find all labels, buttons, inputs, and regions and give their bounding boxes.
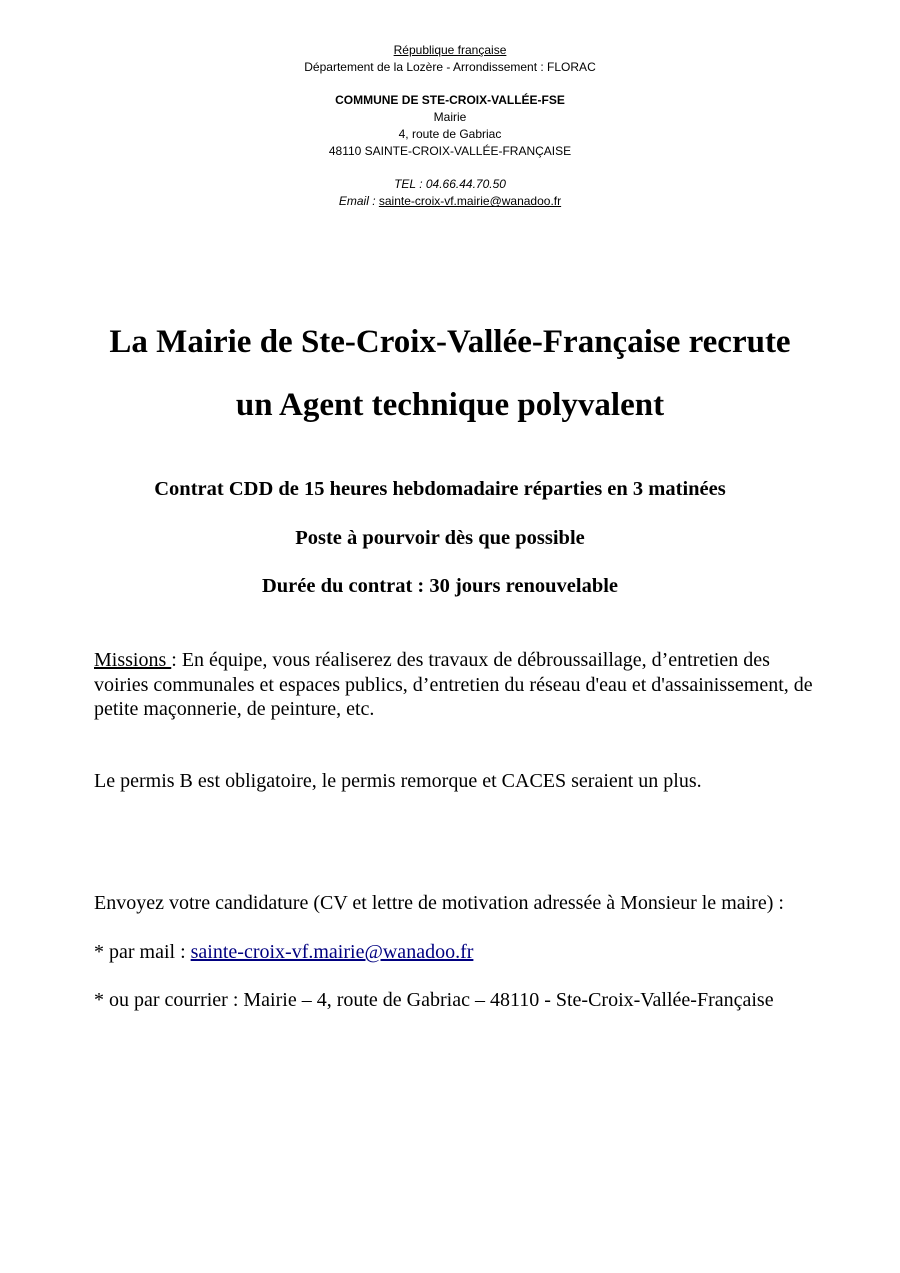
republic-label: République française [393,43,507,57]
mail-prefix: * par mail : [94,941,191,963]
application-intro: Envoyez votre candidature (CV et lettre de motivation adressée à Monsieur le maire) : [94,892,784,914]
application-mail-line [94,940,814,965]
department-label: Département de la Lozère - Arrondissement : FLORAC [304,59,596,74]
telephone: TEL : 04.66.44.70.50 [394,177,506,192]
commune-name: COMMUNE DE STE-CROIX-VALLÉE-FSE [335,93,565,108]
availability-info: Poste à pourvoir dès que possible [295,527,585,549]
email-line [0,193,900,210]
missions-label: Missions [94,649,172,671]
email-label: Email : [338,194,379,209]
email-address[interactable]: sainte-croix-vf.mairie@wanadoo.fr [378,194,562,209]
missions-text: En équipe, vous réaliserez des travaux de débroussaillage, d’entretien des voiries communales et espaces publics, d’entretien du réseau d'eau et d'assainissement, de petite maçonnerie, de peinture, etc. [94,649,813,720]
mail-link[interactable]: sainte-croix-vf.mairie@wanadoo.fr [190,941,474,963]
city-address: 48110 SAINTE-CROIX-VALLÉE-FRANÇAISE [328,143,572,158]
permis-paragraph: Le permis B est obligatoire, le permis remorque et CACES seraient un plus. [94,770,702,792]
letterhead-spacer [0,76,900,93]
letterhead-spacer [0,160,900,177]
application-post-line: * ou par courrier : Mairie – 4, route de Gabriac – 48110 - Ste-Croix-Vallée-Française [94,989,774,1011]
main-title-line-1: La Mairie de Ste-Croix-Vallée-Française recrute [109,324,791,360]
missions-paragraph [94,648,814,722]
contract-info: Contrat CDD de 15 heures hebdomadaire réparties en 3 matinées [154,478,726,500]
missions-colon: : [171,649,182,671]
main-title-line-2: un Agent technique polyvalent [235,387,665,423]
mairie-label: Mairie [433,110,467,125]
duration-info: Durée du contrat : 30 jours renouvelable [261,575,619,597]
letterhead [0,42,900,210]
street-address: 4, route de Gabriac [398,126,502,141]
